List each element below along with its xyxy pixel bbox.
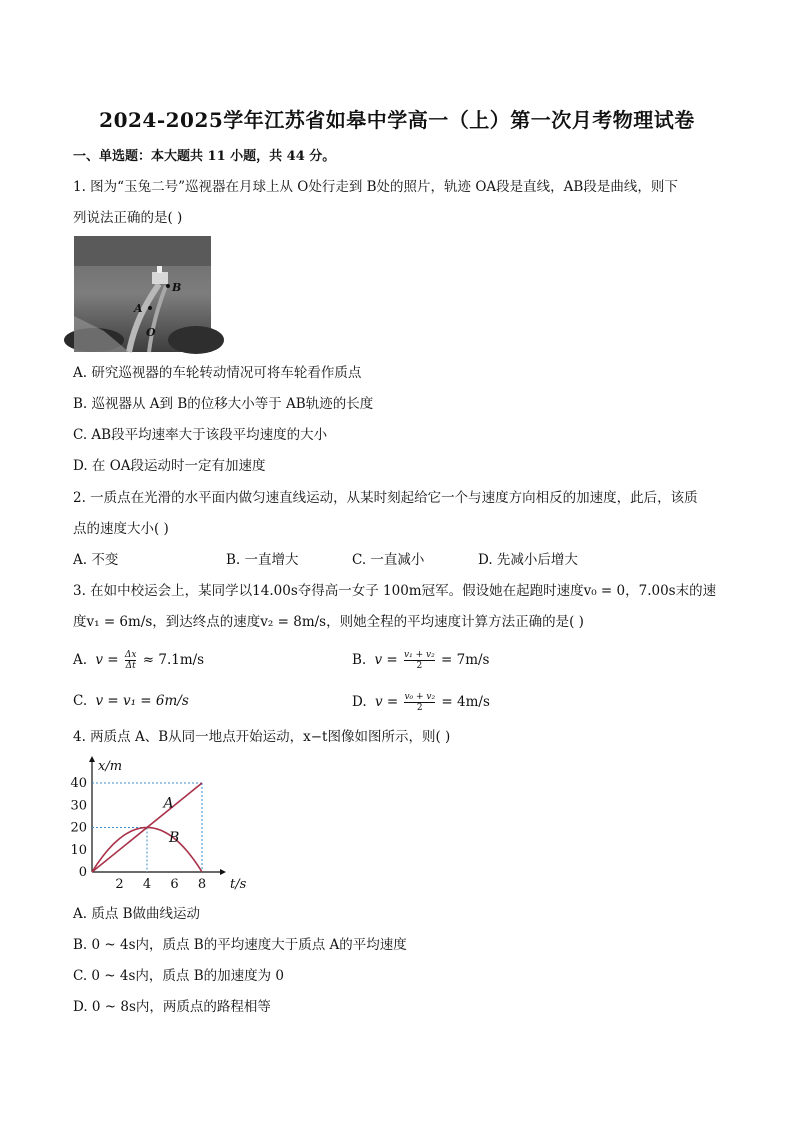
y-axis-arrow xyxy=(89,756,95,762)
x-tick-label: 8 xyxy=(197,877,207,892)
photo-label-b: B xyxy=(172,281,182,294)
q2-option-c: C. 一直减小 xyxy=(352,552,425,568)
q2-stem-line2: 点的速度大小( ) xyxy=(73,521,169,537)
photo-label-a: A xyxy=(134,302,143,315)
q2-stem-line1: 2. 一质点在光滑的水平面内做匀速直线运动，从某时刻起给它一个与速度方向相反的加速度，此后，该质 xyxy=(73,490,698,506)
y-tick-label: 0 xyxy=(78,865,87,880)
xt-graph xyxy=(70,752,247,894)
q3-option-b: B. v = $\frac{\text{v₁ + v₂}}{2}$ = 7m/s xyxy=(352,650,490,671)
q1-stem-line2: 列说法正确的是( ) xyxy=(73,210,183,226)
q4-option-b: B. 0 ~ 4s内，质点 B的平均速度大于质点 A的平均速度 xyxy=(73,937,407,953)
q2-option-d: D. 先减小后增大 xyxy=(478,552,578,568)
q4-stem: 4. 两质点 A、B从同一地点开始运动，x−t图像如图所示，则( ) xyxy=(73,729,451,745)
q3-option-a: A. v = $\frac{\Delta x}{\Delta t}$ ≈ 7.1m/s xyxy=(73,650,205,671)
x-tick-label: 6 xyxy=(170,877,179,892)
page-title: 2024-2025学年江苏省如皋中学高一（上）第一次月考物理试卷 xyxy=(99,108,695,132)
q3-option-d: D. v = $\frac{\text{v₀ + v₂}}{2}$ = 4m/s xyxy=(352,692,490,713)
y-tick-label: 30 xyxy=(70,798,87,814)
q2-option-a: A. 不变 xyxy=(73,552,119,568)
q1-option-d: D. 在 OA段运动时一定有加速度 xyxy=(73,458,266,474)
q1-option-b: B. 巡视器从 A到 B的位移大小等于 AB轨迹的长度 xyxy=(73,396,374,412)
y-tick-label: 40 xyxy=(70,776,87,791)
x-tick-label: 4 xyxy=(142,877,152,892)
q4-option-c: C. 0 ~ 4s内，质点 B的加速度为 0 xyxy=(73,968,285,984)
series-label-b: B xyxy=(169,829,180,846)
q3-stem-line1: 3. 在如中校运会上，某同学以14.00s夺得高一女子 100m冠军。假设她在起跑时速度v₀ = 0，7.00s末的速 xyxy=(73,583,717,599)
q4-option-d: D. 0 ~ 8s内，两质点的路程相等 xyxy=(73,999,271,1015)
q4-option-a: A. 质点 B做曲线运动 xyxy=(73,906,201,922)
series-label-a: A xyxy=(163,795,174,812)
xt-chart-svg xyxy=(70,752,247,894)
x-axis-label: t/s xyxy=(230,877,247,892)
x-tick-label: 2 xyxy=(115,877,124,892)
q1-option-c: C. AB段平均速率大于该段平均速度的大小 xyxy=(73,427,328,443)
x-axis-arrow xyxy=(220,869,226,875)
section-heading: 一、单选题：本大题共 11 小题，共 44 分。 xyxy=(73,149,336,164)
q1-stem-line1: 1. 图为“玉兔二号”巡视器在月球上从 O处行走到 B处的照片，轨迹 OA段是直线，AB段是曲线，则下 xyxy=(73,179,678,195)
q2-option-b: B. 一直增大 xyxy=(226,552,299,568)
q3-option-c: C. v = v₁ = 6m/s xyxy=(73,693,189,709)
y-tick-label: 10 xyxy=(70,842,87,858)
y-axis-label: x/m xyxy=(98,759,123,774)
y-tick-label: 20 xyxy=(70,820,87,836)
photo-label-o: O xyxy=(146,326,156,339)
q3-stem-line2: 度v₁ = 6m/s，到达终点的速度v₂ = 8m/s，则她全程的平均速度计算方法正确的是( ) xyxy=(73,614,584,630)
rover-photo xyxy=(74,236,211,352)
q1-option-a: A. 研究巡视器的车轮转动情况可将车轮看作质点 xyxy=(73,365,362,381)
